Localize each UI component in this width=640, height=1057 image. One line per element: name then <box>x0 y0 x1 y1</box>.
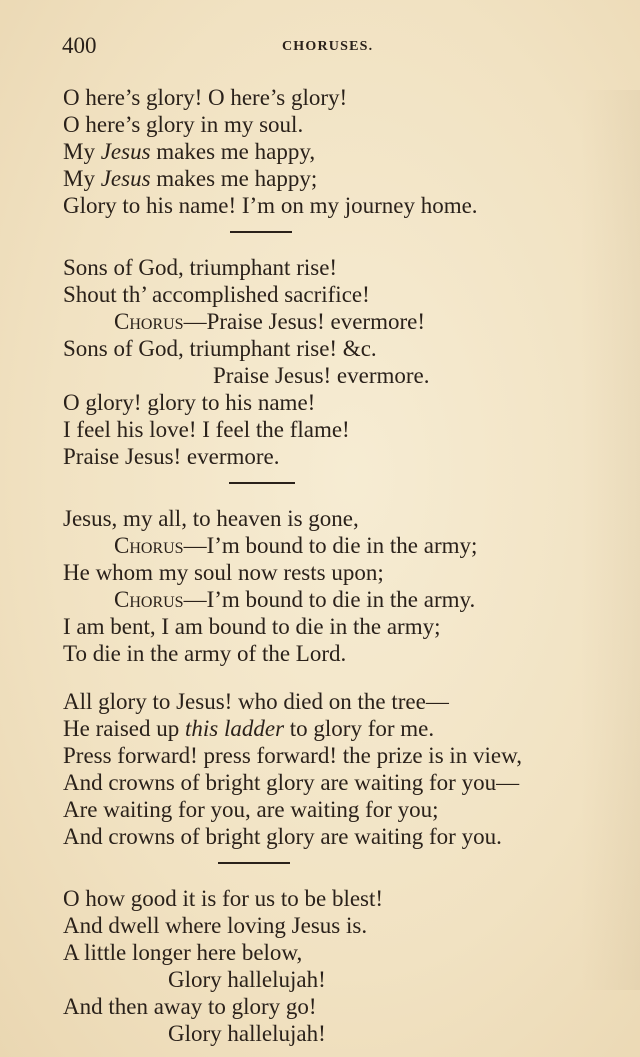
stanza-4 <box>63 688 623 850</box>
italic-phrase: this ladder <box>185 716 285 741</box>
verse-text: He raised up <box>63 716 185 741</box>
verse-line: And then away to glory go! <box>63 994 317 1019</box>
verse-line: Sons of God, triumphant rise! &c. <box>63 336 377 361</box>
stanza-3 <box>63 505 623 667</box>
verse-line: Shout th’ accomplished sacrifice! <box>63 282 370 307</box>
verse-line: And crowns of bright glory are waiting for you. <box>63 824 502 849</box>
verse-line: I am bent, I am bound to die in the army; <box>63 614 441 639</box>
chorus-line <box>63 586 623 613</box>
verse-text: —Praise Jesus! evermore! <box>183 309 425 334</box>
hymn-content <box>63 84 623 1047</box>
verse-line <box>63 165 623 192</box>
verse-line: And dwell where loving Jesus is. <box>63 913 368 938</box>
verse-line: And crowns of bright glory are waiting for you— <box>63 770 520 795</box>
stanza-5 <box>63 885 623 1047</box>
verse-line: O here’s glory in my soul. <box>63 112 304 137</box>
stanza-1 <box>63 84 623 219</box>
verse-line: Praise Jesus! evermore. <box>63 444 280 469</box>
verse-line <box>63 715 623 742</box>
verse-line: Press forward! press forward! the prize is in view, <box>63 743 523 768</box>
verse-line: O here’s glory! O here’s glory! <box>63 85 348 110</box>
running-head: CHORUSES. <box>282 39 374 54</box>
chorus-label: Chorus <box>114 533 184 558</box>
verse-text: My <box>63 139 101 164</box>
verse-line: Glory hallelujah! <box>168 967 326 992</box>
verse-line: Glory hallelujah! <box>168 1021 326 1046</box>
verse-text: —I’m bound to die in the army. <box>183 587 476 612</box>
verse-line: O how good it is for us to be blest! <box>63 886 384 911</box>
chorus-label: Chorus <box>114 587 184 612</box>
verse-line: A little longer here below, <box>63 940 303 965</box>
verse-line: All glory to Jesus! who died on the tree— <box>63 689 449 714</box>
chorus-line <box>63 308 623 335</box>
spacer <box>63 667 623 688</box>
spacer <box>63 233 623 254</box>
chorus-line <box>63 532 623 559</box>
verse-line: Sons of God, triumphant rise! <box>63 255 338 280</box>
verse-line: Jesus, my all, to heaven is gone, <box>63 506 359 531</box>
spacer <box>63 219 623 231</box>
verse-line <box>63 138 623 165</box>
spacer <box>63 850 623 862</box>
page-number: 400 <box>62 33 97 58</box>
verse-text: My <box>63 166 101 191</box>
page-header <box>62 33 580 63</box>
spacer <box>63 864 623 885</box>
verse-line: Are waiting for you, are waiting for you; <box>63 797 439 822</box>
chorus-label: Chorus <box>114 309 184 334</box>
spacer <box>63 470 623 482</box>
verse-line: Praise Jesus! evermore. <box>213 363 430 388</box>
spacer <box>63 484 623 505</box>
verse-text: makes me happy; <box>150 166 318 191</box>
verse-line: Glory to his name! I’m on my journey home. <box>63 193 478 218</box>
italic-word: Jesus <box>100 166 151 191</box>
verse-line: O glory! glory to his name! <box>63 390 316 415</box>
verse-line: To die in the army of the Lord. <box>63 641 347 666</box>
verse-text: makes me happy, <box>150 139 316 164</box>
stanza-2 <box>63 254 623 470</box>
verse-line: I feel his love! I feel the flame! <box>63 417 350 442</box>
italic-word: Jesus <box>100 139 151 164</box>
verse-text: —I’m bound to die in the army; <box>183 533 478 558</box>
verse-text: to glory for me. <box>284 716 435 741</box>
verse-line: He whom my soul now rests upon; <box>63 560 384 585</box>
